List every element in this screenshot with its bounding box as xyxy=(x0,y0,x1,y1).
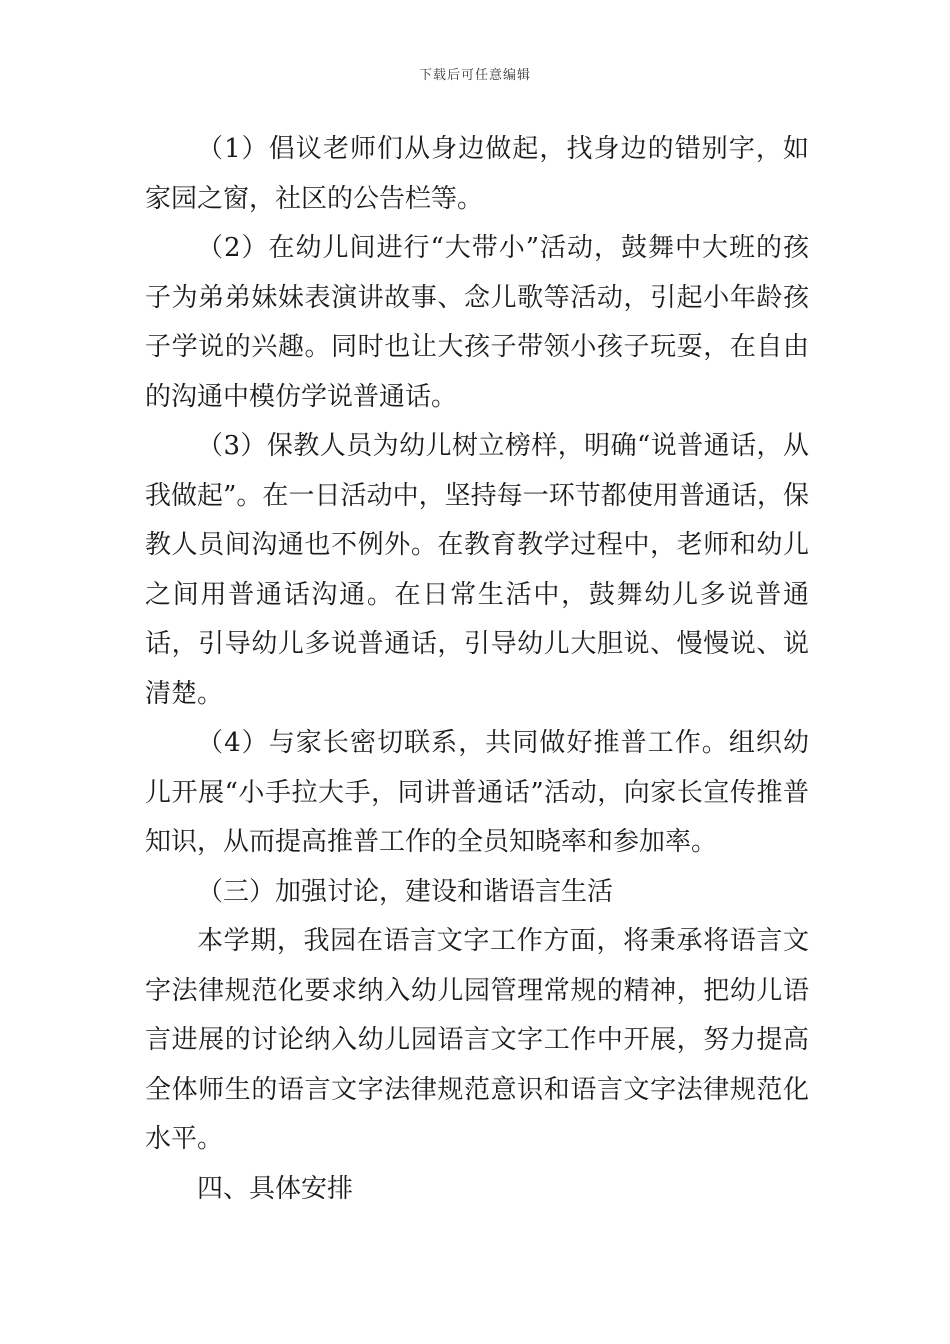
paragraph-item-3: （3）保教人员为幼儿树立榜样，明确“说普通话，从我做起”。在一日活动中，坚持每一环节都使用普通话，保教人员间沟通也不例外。在教育教学过程中，老师和幼儿之间用普通话沟通。在日常生活中，鼓舞幼儿多说普通话，引导幼儿多说普通话，引导幼儿大胆说、慢慢说、说清楚。 xyxy=(145,431,809,709)
document-body xyxy=(145,125,809,1214)
paragraph-item-1: （1）倡议老师们从身边做起，找身边的错别字，如家园之窗，社区的公告栏等。 xyxy=(145,134,809,214)
paragraph-item-4: （4）与家长密切联系，共同做好推普工作。组织幼儿开展“小手拉大手，同讲普通话”活动，向家长宣传推普知识，从而提高推普工作的全员知晓率和参加率。 xyxy=(145,728,809,857)
section-heading-4: 四、具体安排 xyxy=(197,1173,354,1204)
page-header-note: 下载后可任意编辑 xyxy=(418,68,531,83)
paragraph-semester-plan: 本学期，我园在语言文字工作方面，将秉承将语言文字法律规范化要求纳入幼儿园管理常规的精神，把幼儿语言进展的讨论纳入幼儿园语言文字工作中开展，努力提高全体师生的语言文字法律规范意识和语言文字法律规范化水平。 xyxy=(145,926,809,1154)
paragraph-item-2: （2）在幼儿间进行“大带小”活动，鼓舞中大班的孩子为弟弟妹妹表演讲故事、念儿歌等活动，引起小年龄孩子学说的兴趣。同时也让大孩子带领小孩子玩耍，在自由的沟通中模仿学说普通话。 xyxy=(145,233,809,412)
section-heading-3: （三）加强讨论，建设和谐语言生活 xyxy=(197,876,614,907)
